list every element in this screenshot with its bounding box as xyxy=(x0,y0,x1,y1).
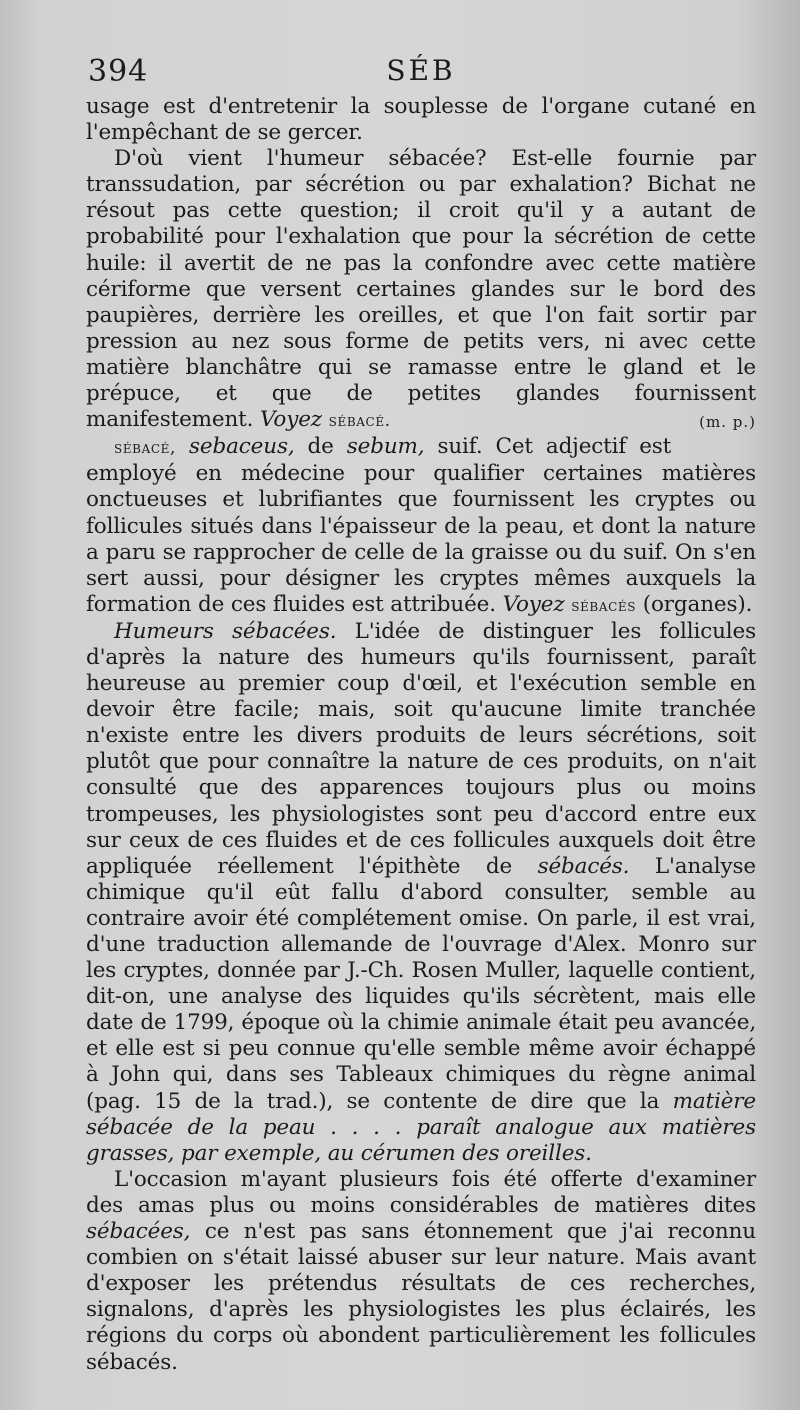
see-reference: Voyez xyxy=(502,591,565,617)
paragraph-occasion xyxy=(86,1167,756,1376)
cross-reference: sébacés xyxy=(571,595,637,616)
paragraph-humeur-sebacee xyxy=(86,146,756,434)
paragraph-humeurs-sebacees xyxy=(86,619,756,1167)
section-heading: Humeurs sébacées. xyxy=(114,618,337,644)
author-signature: (m. p.) xyxy=(699,413,756,432)
body-text xyxy=(86,94,756,1376)
quotation-text: matière sébacée de la peau . . . . paraît analogue aux matières grasses, par exemple, au cérumen des oreilles. xyxy=(86,1088,756,1166)
cross-reference-tail: (organes). xyxy=(642,591,753,617)
connector-text: de xyxy=(294,434,347,460)
latin-term: sebaceus, xyxy=(189,434,295,460)
running-title: SÉB xyxy=(386,54,456,87)
see-reference: Voyez xyxy=(260,407,322,433)
paragraph-text: L'analyse chimique qu'il eût fallu d'abord consulter, semble au contraire avoir été complétement omise. On parle, il est vrai, d'une traduction allemande de l'ouvrage d'Alex. Monro sur les cryptes, donnée par J.-Ch. Rosen Muller, laquelle contient, dit-on, une analyse des liquides qu'ils sécrètent, mais elle date de 1799, époque où la chimie animale était peu avancée, et elle est si peu connue qu'elle semble même avoir échappé à John qui, dans ses Tableaux chimiques du règne animal (pag. 15 de la trad.), se contente de dire que la xyxy=(86,853,756,1114)
paragraph-text: L'idée de distinguer les follicules d'après la nature des humeurs qu'ils fournissent, paraît heureuse au premier coup d'œil, et l'exécution semble en devoir être facile; mais, soit qu'aucune limite tranchée n'existe entre les divers produits de leurs sécrétions, soit plutôt que pour connaître la nature de ces produits, on n'ait consulté que des apparences toujours plus ou moins trompeuses, les physiologistes sont peu d'accord entre eux sur ceux de ces fluides et de ces follicules auxquels doit être appliquée réellement l'épithète de xyxy=(86,618,756,879)
cross-reference: sébacé. xyxy=(328,411,391,432)
latin-root: sebum, xyxy=(346,434,425,460)
entry-sebace xyxy=(86,434,756,619)
running-head xyxy=(86,52,756,92)
emphasis-text: sébacés. xyxy=(537,853,630,879)
paragraph-text: suif. Cet adjectif est employé en médecine pour qualifier certaines matières onctueuses et lubrifiantes que fournissent les cryptes ou follicules situés dans l'épaisseur de la peau, et dont la nature a paru se rapprocher de celle de la graisse ou du suif. On s'en sert aussi, pour désigner les cryptes mêmes auxquels la formation de ces fluides est attribuée. xyxy=(86,434,756,617)
emphasis-text: sébacées, xyxy=(86,1219,191,1245)
paragraph-continued xyxy=(86,94,756,146)
paragraph-text: L'occasion m'ayant plusieurs fois été offerte d'examiner des amas plus ou moins considérables de matières dites xyxy=(86,1166,756,1218)
paragraph-text: D'où vient l'humeur sébacée? Est-elle fournie par transsudation, par sécrétion ou par exhalation? Bichat ne résout pas cette question; il croit qu'il y a autant de probabilité pour l'exhalation que pour la sécrétion de cette huile: il avertit de ne pas la confondre avec cette matière cériforme que versent certaines glandes sur le bord des paupières, derrière les oreilles, et que l'on fait sortir par pression au nez sous forme de petits vers, ni avec cette matière blanchâtre qui se ramasse entre le gland et le prépuce, et que de petites glandes fournissent manifestement. xyxy=(86,146,756,433)
entry-term: sébacé, xyxy=(114,438,177,459)
page-number: 394 xyxy=(88,54,149,89)
paragraph-text: ce n'est pas sans étonnement que j'ai reconnu combien on s'était laissé abuser sur leur nature. Mais avant d'exposer les prétendus résultats de ces recherches, signalons, d'après les physiologistes les plus éclairés, les régions du corps où abondent particulièrement les follicules sébacés. xyxy=(86,1219,756,1375)
paragraph-text: usage est d'entretenir la souplesse de l'organe cutané en l'empêchant de se gercer. xyxy=(86,94,756,146)
